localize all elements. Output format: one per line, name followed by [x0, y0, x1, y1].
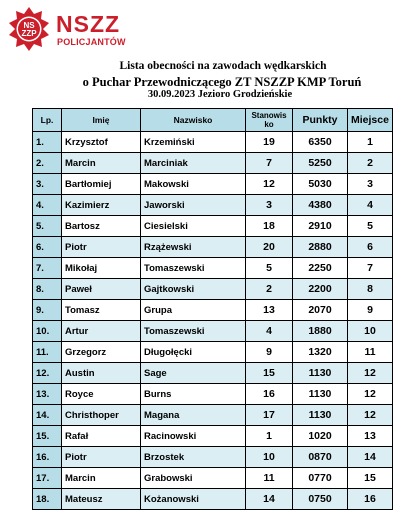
cell-miejsce: 4 [348, 195, 393, 216]
cell-punkty: 2070 [293, 300, 348, 321]
cell-miejsce: 2 [348, 153, 393, 174]
cell-nazwisko: Tomaszewski [141, 258, 246, 279]
cell-punkty: 5030 [293, 174, 348, 195]
cell-miejsce: 12 [348, 405, 393, 426]
logo-name: NSZZ [56, 11, 121, 37]
col-header-punkty: Punkty [293, 109, 348, 132]
cell-miejsce: 12 [348, 363, 393, 384]
cell-nazwisko: Grabowski [141, 468, 246, 489]
cell-stanowisko: 12 [246, 174, 293, 195]
cell-imie: Grzegorz [62, 342, 141, 363]
col-header-miejsce: Miejsce [348, 109, 393, 132]
cell-stanowisko: 10 [246, 447, 293, 468]
cell-stanowisko: 18 [246, 216, 293, 237]
cell-nazwisko: Magana [141, 405, 246, 426]
logo-subtitle: POLICJANTÓW [57, 37, 126, 47]
table-row [33, 468, 393, 489]
cell-punkty: 6350 [293, 132, 348, 153]
col-header-imie: Imię [62, 109, 141, 132]
cell-stanowisko: 5 [246, 258, 293, 279]
cell-stanowisko: 4 [246, 321, 293, 342]
col-header-stanowisko-line1: Stanowis [251, 111, 287, 120]
attendance-table [32, 108, 393, 510]
col-header-nazwisko: Nazwisko [141, 109, 246, 132]
table-row [33, 195, 393, 216]
cell-stanowisko: 1 [246, 426, 293, 447]
cell-nazwisko: Jaworski [141, 195, 246, 216]
cell-miejsce: 7 [348, 258, 393, 279]
cell-lp: 5. [33, 216, 62, 237]
cell-nazwisko: Racinowski [141, 426, 246, 447]
table-row [33, 489, 393, 510]
cell-stanowisko: 9 [246, 342, 293, 363]
table-row [33, 447, 393, 468]
cell-imie: Artur [62, 321, 141, 342]
cell-miejsce: 3 [348, 174, 393, 195]
cell-lp: 14. [33, 405, 62, 426]
title-line-3: 30.09.2023 Jezioro Grodzieńskie [147, 89, 293, 100]
cell-imie: Bartosz [62, 216, 141, 237]
cell-punkty: 1130 [293, 363, 348, 384]
cell-miejsce: 9 [348, 300, 393, 321]
cell-nazwisko: Tomaszewski [141, 321, 246, 342]
cell-nazwisko: Makowski [141, 174, 246, 195]
cell-imie: Marcin [62, 153, 141, 174]
cell-miejsce: 16 [348, 489, 393, 510]
cell-lp: 11. [33, 342, 62, 363]
cell-miejsce: 8 [348, 279, 393, 300]
cell-miejsce: 14 [348, 447, 393, 468]
cell-imie: Royce [62, 384, 141, 405]
cell-stanowisko: 16 [246, 384, 293, 405]
cell-miejsce: 1 [348, 132, 393, 153]
cell-lp: 12. [33, 363, 62, 384]
cell-punkty: 2880 [293, 237, 348, 258]
cell-lp: 7. [33, 258, 62, 279]
table-body [33, 132, 393, 510]
document-header [0, 60, 410, 101]
cell-imie: Mikołaj [62, 258, 141, 279]
table-row [33, 384, 393, 405]
cell-miejsce: 12 [348, 384, 393, 405]
cell-miejsce: 15 [348, 468, 393, 489]
cell-nazwisko: Brzostek [141, 447, 246, 468]
badge-text-bottom: ZZP [21, 29, 37, 38]
cell-imie: Rafał [62, 426, 141, 447]
cell-lp: 15. [33, 426, 62, 447]
cell-imie: Austin [62, 363, 141, 384]
table-row [33, 237, 393, 258]
cell-miejsce: 10 [348, 321, 393, 342]
cell-nazwisko: Sage [141, 363, 246, 384]
table-row [33, 321, 393, 342]
cell-nazwisko: Krzemiński [141, 132, 246, 153]
cell-lp: 9. [33, 300, 62, 321]
cell-punkty: 1130 [293, 384, 348, 405]
cell-lp: 8. [33, 279, 62, 300]
col-header-stanowisko-line2: ko [264, 120, 274, 129]
table-row [33, 153, 393, 174]
police-star-badge-icon [6, 6, 52, 52]
cell-miejsce: 6 [348, 237, 393, 258]
cell-stanowisko: 11 [246, 468, 293, 489]
cell-punkty: 2200 [293, 279, 348, 300]
cell-nazwisko: Długołęcki [141, 342, 246, 363]
cell-imie: Tomasz [62, 300, 141, 321]
cell-stanowisko: 2 [246, 279, 293, 300]
cell-lp: 1. [33, 132, 62, 153]
cell-lp: 10. [33, 321, 62, 342]
cell-lp: 18. [33, 489, 62, 510]
table-row [33, 279, 393, 300]
title-line-1: Lista obecności na zawodach wędkarskich [119, 60, 327, 72]
cell-imie: Kazimierz [62, 195, 141, 216]
cell-stanowisko: 19 [246, 132, 293, 153]
table-row [33, 363, 393, 384]
cell-nazwisko: Marciniak [141, 153, 246, 174]
cell-punkty: 1020 [293, 426, 348, 447]
cell-miejsce: 13 [348, 426, 393, 447]
cell-stanowisko: 3 [246, 195, 293, 216]
cell-nazwisko: Gajtkowski [141, 279, 246, 300]
cell-nazwisko: Rzążewski [141, 237, 246, 258]
cell-punkty: 1320 [293, 342, 348, 363]
cell-stanowisko: 7 [246, 153, 293, 174]
cell-imie: Piotr [62, 237, 141, 258]
cell-punkty: 0750 [293, 489, 348, 510]
cell-miejsce: 5 [348, 216, 393, 237]
cell-punkty: 1130 [293, 405, 348, 426]
cell-lp: 2. [33, 153, 62, 174]
cell-punkty: 5250 [293, 153, 348, 174]
table-row [33, 300, 393, 321]
cell-miejsce: 11 [348, 342, 393, 363]
table-row [33, 216, 393, 237]
nszz-logo [6, 4, 156, 56]
title-line-2: o Puchar Przewodniczącego ZT NSZZP KMP Toruń [82, 75, 362, 89]
cell-punkty: 0770 [293, 468, 348, 489]
table-row [33, 426, 393, 447]
cell-stanowisko: 17 [246, 405, 293, 426]
table-header-row [33, 109, 393, 132]
table-row [33, 174, 393, 195]
table-row [33, 405, 393, 426]
cell-nazwisko: Burns [141, 384, 246, 405]
table-row [33, 342, 393, 363]
cell-punkty: 4380 [293, 195, 348, 216]
table-row [33, 258, 393, 279]
cell-imie: Bartłomiej [62, 174, 141, 195]
cell-punkty: 1880 [293, 321, 348, 342]
cell-lp: 16. [33, 447, 62, 468]
cell-nazwisko: Ciesielski [141, 216, 246, 237]
cell-imie: Krzysztof [62, 132, 141, 153]
cell-imie: Mateusz [62, 489, 141, 510]
col-header-lp: Lp. [33, 109, 62, 132]
cell-punkty: 2250 [293, 258, 348, 279]
cell-nazwisko: Grupa [141, 300, 246, 321]
cell-imie: Christhoper [62, 405, 141, 426]
cell-stanowisko: 15 [246, 363, 293, 384]
table-row [33, 132, 393, 153]
cell-lp: 3. [33, 174, 62, 195]
cell-lp: 4. [33, 195, 62, 216]
cell-nazwisko: Kożanowski [141, 489, 246, 510]
cell-lp: 17. [33, 468, 62, 489]
cell-punkty: 2910 [293, 216, 348, 237]
cell-imie: Paweł [62, 279, 141, 300]
cell-stanowisko: 20 [246, 237, 293, 258]
cell-stanowisko: 13 [246, 300, 293, 321]
col-header-stanowisko [246, 109, 293, 132]
cell-punkty: 0870 [293, 447, 348, 468]
cell-imie: Piotr [62, 447, 141, 468]
cell-stanowisko: 14 [246, 489, 293, 510]
cell-lp: 13. [33, 384, 62, 405]
cell-lp: 6. [33, 237, 62, 258]
cell-imie: Marcin [62, 468, 141, 489]
badge-text-top: NS [23, 21, 35, 30]
